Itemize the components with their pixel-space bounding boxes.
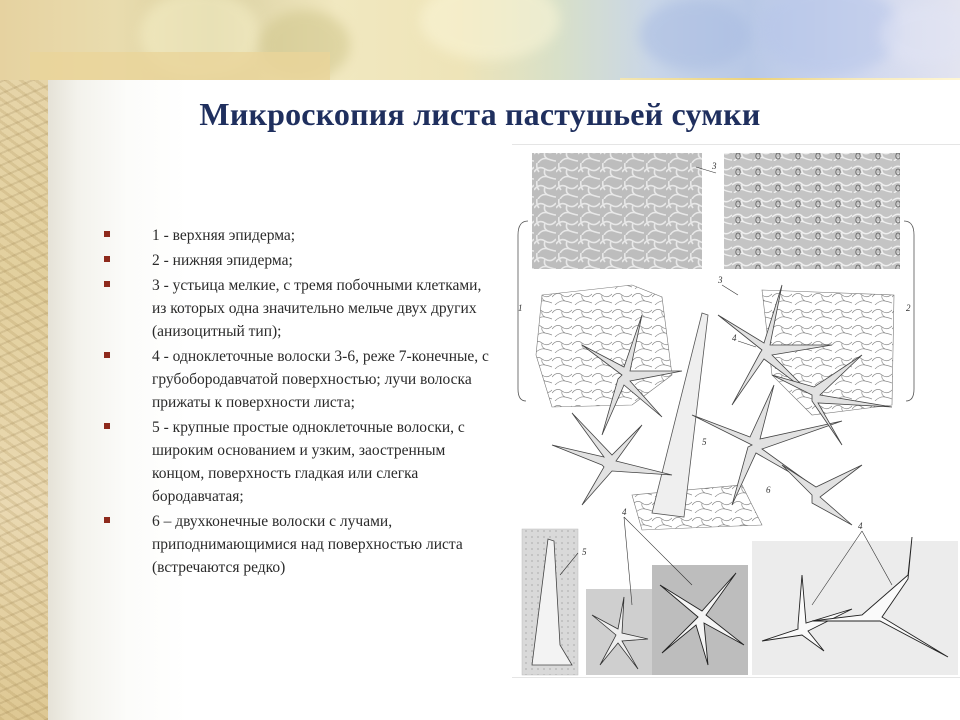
svg-text:4: 4 <box>732 333 737 343</box>
microscopy-figure <box>512 144 960 678</box>
bullet-list <box>104 224 494 581</box>
lower-epidermis-photo <box>724 153 900 269</box>
bullet-marker <box>104 517 110 523</box>
microscopy-illustration <box>512 145 960 677</box>
decorative-banner-strip <box>30 52 330 80</box>
list-item: 1 - верхняя эпидерма; <box>104 224 494 247</box>
svg-text:2: 2 <box>906 303 911 313</box>
svg-text:4: 4 <box>858 521 863 531</box>
bullet-marker <box>104 231 110 237</box>
svg-text:5: 5 <box>702 437 707 447</box>
list-item: 4 - одноклеточные волоски 3-6, реже 7-конечные, с грубобородавчатой поверхностью; лучи волоска прижаты к поверхности листа; <box>104 345 494 414</box>
bullet-marker <box>104 423 110 429</box>
svg-text:6: 6 <box>766 485 771 495</box>
bullet-marker <box>104 281 110 287</box>
upper-epidermis-photo <box>532 153 702 269</box>
svg-text:4: 4 <box>622 507 627 517</box>
svg-text:1: 1 <box>518 303 523 313</box>
bullet-marker <box>104 352 110 358</box>
bullet-marker <box>104 256 110 262</box>
list-item: 3 - устьица мелкие, с тремя побочными клетками, из которых одна значительно мельче двух других (анизоцитный тип); <box>104 274 494 343</box>
two-armed-hair-photo <box>752 541 958 675</box>
svg-text:3: 3 <box>712 161 717 171</box>
list-item: 2 - нижняя эпидерма; <box>104 249 494 272</box>
svg-text:3: 3 <box>718 275 723 285</box>
slide-title: Микроскопия листа пастушьей сумки <box>199 96 761 132</box>
list-item: 5 - крупные простые одноклеточные волоски, с широким основанием и узким, заостренным концом, поверхность гладкая или слегка бородавчатая; <box>104 416 494 508</box>
svg-text:5: 5 <box>582 547 587 557</box>
list-item: 6 – двухконечные волоски с лучами, приподнимающимися над поверхностью листа (встречаются редко) <box>104 510 494 579</box>
